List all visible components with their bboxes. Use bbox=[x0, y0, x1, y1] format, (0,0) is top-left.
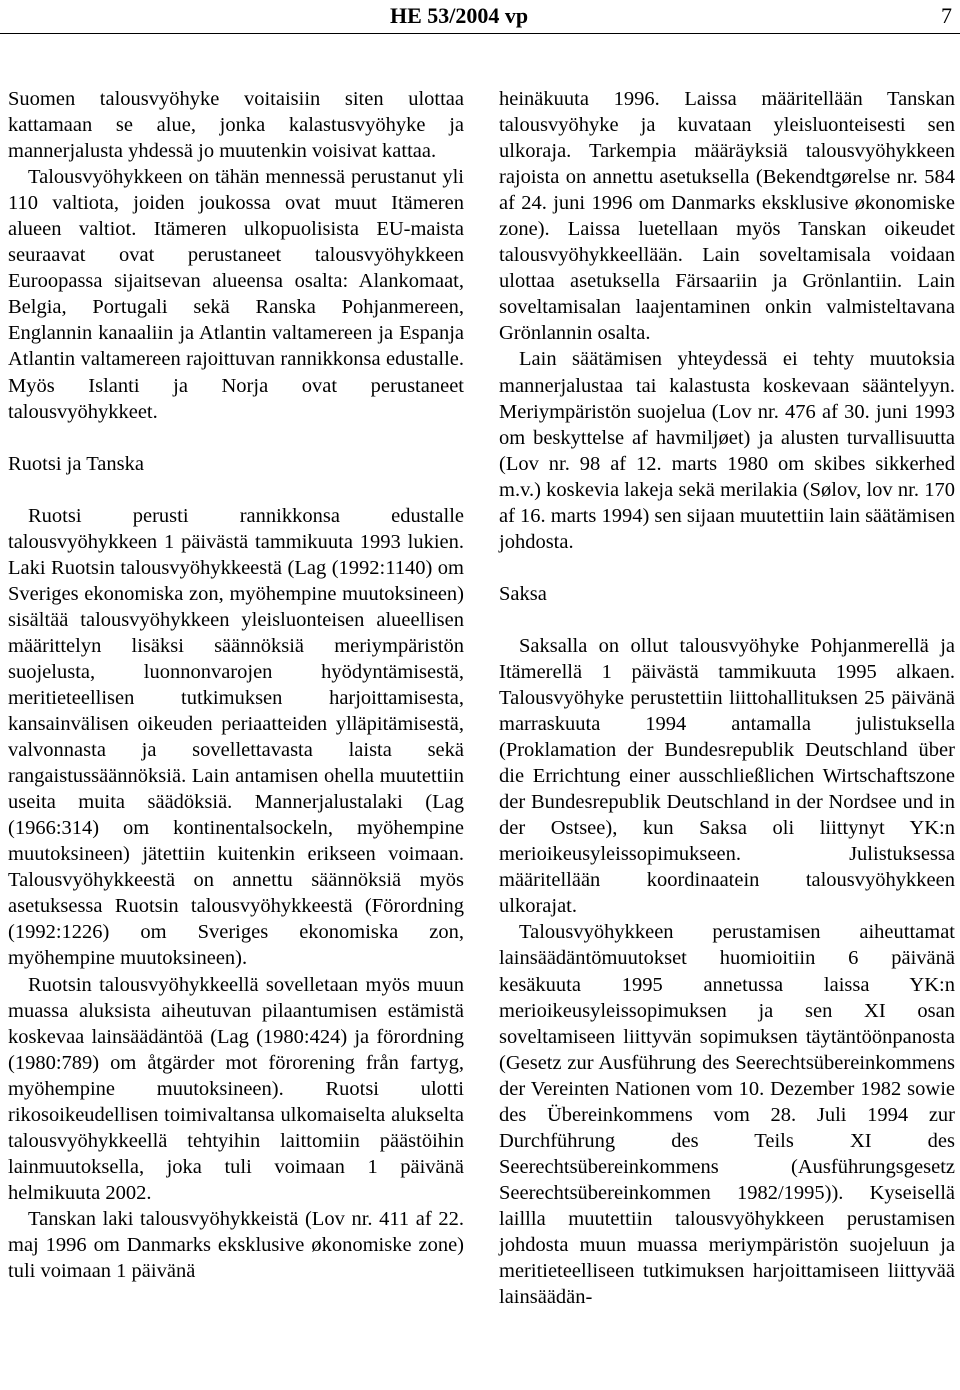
page-number: 7 bbox=[941, 3, 952, 28]
paragraph: Lain säätämisen yhteydessä ei tehty muutoksia mannerjalustaa tai kalastusta koskevaan sääntelyyn. Meriympäristön suojelua (Lov nr. 476 af 30. juni 1993 om beskyttelse af havmiljøet) ja alusten turvallisuutta (Lov nr. 98 af 12. marts 1980 om skibes sikkerhed m.v.) koskevia lakeja sekä merilakia (Sølov, lov nr. 170 af 16. marts 1994) sen sijaan muutettiin lain säätämisen johdosta. bbox=[499, 348, 956, 553]
section-heading-ruotsi-ja-tanska: Ruotsi ja Tanska bbox=[8, 452, 144, 475]
spacer bbox=[8, 477, 464, 503]
right-column bbox=[499, 86, 955, 1310]
paragraph: Ruotsin talousvyöhykkeellä sovelletaan myös muun muassa aluksista aiheutuvan pilaantumisen estämistä koskevaa lainsäädäntöä (Lag (1980:424) ja förordning (1980:789) om åtgärder mot förorening från fartyg, myöhempine muutoksineen). Ruotsi ulotti rikosoikeudellisen toimivaltansa ulkomaiselta alukselta talousvyöhykkeellä tehtyihin laittomiin päästöihin lainmuutoksella, joka tuli voimaan 1 päivänä helmikuuta 2002. bbox=[8, 973, 464, 1204]
paragraph: Talousvyöhykkeen on tähän mennessä perustanut yli 110 valtiota, joiden joukossa ovat muut Itämeren alueen valtiot. Itämeren ulkopuolisista EU-maista seuraavat ovat perustaneet talousvyöhykkeen Euroopassa sijaitsevan alueensa osalta: Alankomaat, Belgia, Portugali sekä Ranska Pohjanmereen, Englannin kanaaliin ja Atlantin valtamereen ja Espanja Atlantin valtamereen rajoittuvan rannikkonsa edustalle. Myös Islanti ja Norja ovat perustaneet talousvyöhykkeet. bbox=[8, 166, 464, 423]
page-header bbox=[0, 0, 960, 36]
left-column bbox=[8, 86, 464, 1284]
paragraph: Saksalla on ollut talousvyöhyke Pohjanmerellä ja Itämerellä 1 päivästä tammikuuta 1995 alkaen. Talousvyöhyke perustettiin liittohallituksen 25 päivänä marraskuuta 1994 antamalla julistuksella (Proklamation der Bundesrepublik Deutschland über die Errichtung einer ausschließlichen Wirtschaftszone der Bundesrepublik Deutschland in der Nordsee und in der Ostsee), kun Saksa oli liittynyt YK:n merioikeusyleissopimukseen. Julistuksessa määritellään koordinaatein talousvyöhykkeen ulkorajat. bbox=[499, 634, 955, 918]
spacer bbox=[8, 425, 464, 451]
paragraph: Tanskan laki talousvyöhykkeistä (Lov nr. 411 af 22. maj 1996 om Danmarks eksklusive økonomiske zone) tuli voimaan 1 päivänä bbox=[8, 1207, 464, 1283]
spacer bbox=[499, 555, 955, 581]
paragraph: Ruotsi perusti rannikkonsa edustalle talousvyöhykkeen 1 päivästä tammikuuta 1993 lukien. Laki Ruotsin talousvyöhykkeestä (Lag (1992:1140) om Sveriges ekonomiska zon, myöhempine muutoksineen) sisältää talousvyöhykkeen yleisluonteisen alueellisen määrittelyn lisäksi säännöksiä meriympäristön suojelusta, luonnonvarojen hyödyntämisestä, meritieteellisen tutkimuksen harjoittamisesta, kansainvälisen oikeuden periaatteiden ylläpitämisestä, valvonnasta ja sovellettavasta laista sekä rangaistussäännöksiä. Lain antamisen ohella muutettiin useita muita säädöksiä. Mannerjalustalaki (Lag (1966:314) om kontinentalsockeln, myöhempine muutoksineen) jätettiin kuitenkin erikseen voimaan. Talousvyöhykkeestä on annettu säännöksiä myös asetuksessa Ruotsin talousvyöhykkeestä (Förordning (1992:1226) om Sveriges ekonomiska zon, myöhempine muutoksineen). bbox=[8, 504, 464, 970]
spacer bbox=[499, 607, 955, 633]
section-heading-saksa: Saksa bbox=[499, 582, 547, 605]
header-divider bbox=[0, 33, 960, 34]
paragraph: Talousvyöhykkeen perustamisen aiheuttamat lainsäädäntömuutokset huomioitiin 6 päivänä kesäkuuta 1995 annetussa laissa YK:n merioikeusyleissopimuksen ja sen XI osan soveltamiseen liittyvän sopimuksen täytäntöönpanosta (Gesetz zur Ausführung des Seerechtsübereinkommens der Vereinten Nationen vom 10. Dezember 1982 sowie des Übereinkommens vom 28. Juli 1994 zur Durchführung des Teils XI des Seerechtsübereinkommens (Ausführungsgesetz Seerechtsübereinkommen 1982/1995)). Kyseisellä laillla muutettiin talousvyöhykkeen perustamisen johdosta muun muassa meriympäristön suojeluun ja meritieteelliseen tutkimuksen harjoittamiseen liittyvää lainsäädän- bbox=[499, 921, 955, 1309]
document-id: HE 53/2004 vp bbox=[390, 3, 529, 28]
paragraph: Suomen talousvyöhyke voitaisiin siten ulottaa kattamaan se alue, jonka kalastusvyöhyke ja mannerjalusta yhdessä jo muutenkin voisivat kattaa. bbox=[8, 88, 464, 163]
paragraph: heinäkuuta 1996. Laissa määritellään Tanskan talousvyöhyke ja kuvataan yleisluonteisesti sen ulkoraja. Tarkempia määräyksiä talousvyöhykkeen rajoista on annettu asetuksella (Bekendtgørelse nr. 584 af 24. juni 1996 om Danmarks eksklusive økonomiske zone). Laissa luetellaan myös Tanskan oikeudet talousvyöhykkeellään. Lain soveltamisala voidaan ulottaa asetuksella Färsaariin ja Grönlantiin. Lain soveltamisalan laajentaminen onkin valmisteltavana Grönlannin osalta. bbox=[499, 88, 955, 345]
